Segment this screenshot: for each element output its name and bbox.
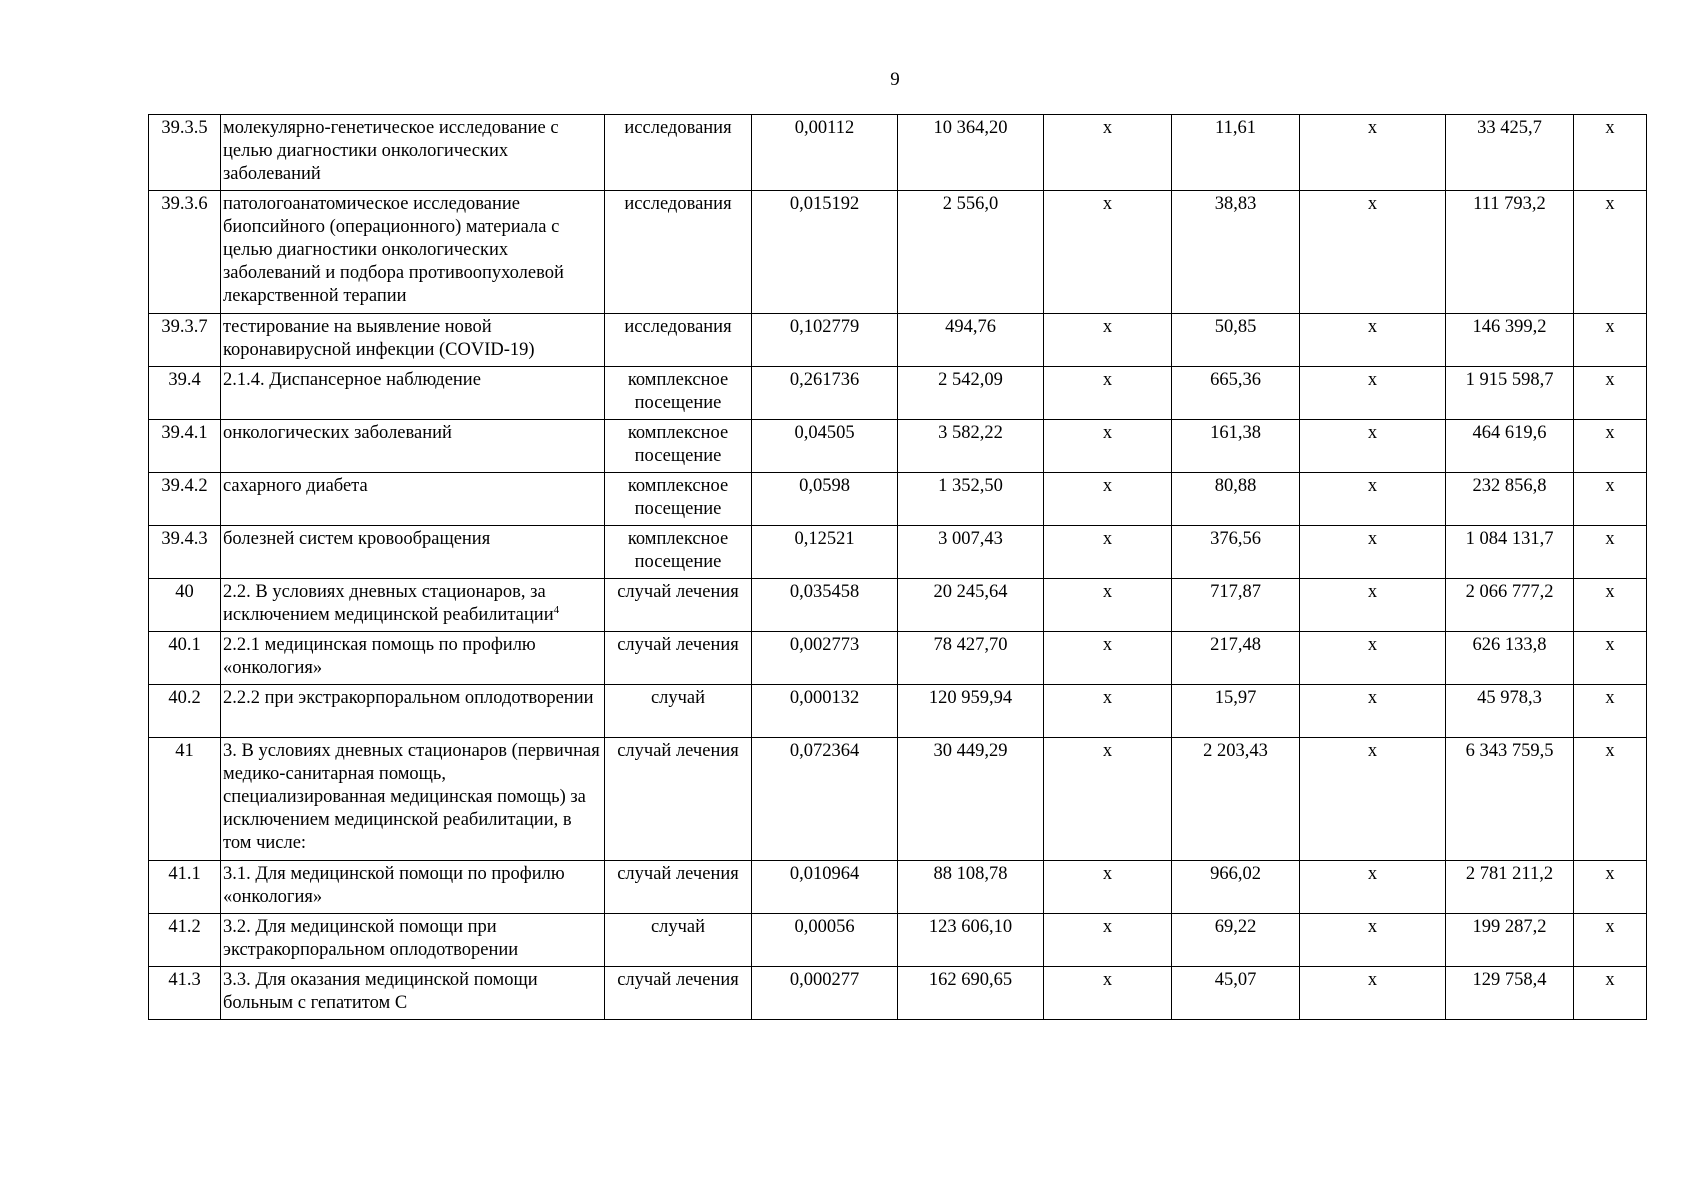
cell-v2: 78 427,70: [898, 632, 1044, 685]
cell-v5: х: [1300, 632, 1446, 685]
row-number: 39.4.1: [149, 420, 221, 473]
cell-v3: х: [1044, 526, 1172, 579]
cell-v1: 0,00112: [752, 115, 898, 191]
cell-v1: 0,04505: [752, 420, 898, 473]
cell-v6: 2 066 777,2: [1446, 579, 1574, 632]
row-number: 40: [149, 579, 221, 632]
cell-v5: х: [1300, 473, 1446, 526]
cell-v1: 0,261736: [752, 367, 898, 420]
cell-v1: 0,072364: [752, 738, 898, 861]
cell-v2: 162 690,65: [898, 967, 1044, 1020]
cell-v5: х: [1300, 861, 1446, 914]
cell-v7: х: [1574, 473, 1647, 526]
cell-v1: 0,035458: [752, 579, 898, 632]
cell-v5: х: [1300, 579, 1446, 632]
cell-v7: х: [1574, 914, 1647, 967]
table-row: [149, 314, 1647, 367]
cell-v2: 494,76: [898, 314, 1044, 367]
cell-v3: х: [1044, 191, 1172, 314]
row-name: 2.2. В условиях дневных стационаров, за исключением медицинской реабилитации$^4$: [221, 579, 605, 632]
row-unit: комплексное посещение: [605, 367, 752, 420]
cell-v4: 966,02: [1172, 861, 1300, 914]
cell-v7: х: [1574, 367, 1647, 420]
cell-v5: х: [1300, 967, 1446, 1020]
page-number: 9: [890, 69, 900, 90]
cell-v3: х: [1044, 115, 1172, 191]
row-number: 40.1: [149, 632, 221, 685]
row-number: 39.4.2: [149, 473, 221, 526]
cell-v4: 38,83: [1172, 191, 1300, 314]
cell-v5: х: [1300, 526, 1446, 579]
cell-v2: 2 542,09: [898, 367, 1044, 420]
table-body: [149, 115, 1647, 1020]
cell-v3: х: [1044, 861, 1172, 914]
row-unit: случай лечения: [605, 632, 752, 685]
row-name: сахарного диабета: [221, 473, 605, 526]
cell-v1: 0,12521: [752, 526, 898, 579]
row-number: 40.2: [149, 685, 221, 738]
cell-v4: 80,88: [1172, 473, 1300, 526]
row-number: 39.4.3: [149, 526, 221, 579]
row-name: 3.3. Для оказания медицинской помощи больным с гепатитом С: [221, 967, 605, 1020]
cell-v2: 88 108,78: [898, 861, 1044, 914]
table-row: [149, 526, 1647, 579]
cell-v4: 717,87: [1172, 579, 1300, 632]
row-name: тестирование на выявление новой коронавирусной инфекции (COVID-19): [221, 314, 605, 367]
row-name: болезней систем кровообращения: [221, 526, 605, 579]
row-unit: комплексное посещение: [605, 526, 752, 579]
cell-v7: х: [1574, 632, 1647, 685]
cell-v1: 0,010964: [752, 861, 898, 914]
table-row: [149, 861, 1647, 914]
row-unit: комплексное посещение: [605, 420, 752, 473]
cell-v5: х: [1300, 420, 1446, 473]
row-name: 2.1.4. Диспансерное наблюдение: [221, 367, 605, 420]
row-name: патологоанатомическое исследование биопсийного (операционного) материала с целью диагностики онкологических заболеваний и подбора противоопухолевой лекарственной терапии: [221, 191, 605, 314]
cell-v3: х: [1044, 914, 1172, 967]
cell-v6: 232 856,8: [1446, 473, 1574, 526]
data-table: [148, 114, 1647, 1020]
cell-v2: 30 449,29: [898, 738, 1044, 861]
row-name: 2.2.2 при экстракорпоральном оплодотворении: [221, 685, 605, 738]
row-unit: случай: [605, 685, 752, 738]
row-name: 3.1. Для медицинской помощи по профилю «онкология»: [221, 861, 605, 914]
cell-v3: х: [1044, 367, 1172, 420]
cell-v6: 146 399,2: [1446, 314, 1574, 367]
cell-v1: 0,102779: [752, 314, 898, 367]
cell-v7: х: [1574, 526, 1647, 579]
cell-v3: х: [1044, 473, 1172, 526]
cell-v7: х: [1574, 861, 1647, 914]
cell-v1: 0,000132: [752, 685, 898, 738]
cell-v5: х: [1300, 314, 1446, 367]
row-unit: случай лечения: [605, 579, 752, 632]
row-number: 41.3: [149, 967, 221, 1020]
cell-v3: х: [1044, 967, 1172, 1020]
table-row: [149, 115, 1647, 191]
cell-v4: 15,97: [1172, 685, 1300, 738]
cell-v2: 3 007,43: [898, 526, 1044, 579]
table-row: [149, 738, 1647, 861]
cell-v6: 1 084 131,7: [1446, 526, 1574, 579]
cell-v3: х: [1044, 738, 1172, 861]
row-name: 3. В условиях дневных стационаров (первичная медико-санитарная помощь, специализированная медицинская помощь) за исключением медицинской реабилитации, в том числе:: [221, 738, 605, 861]
table-row: [149, 420, 1647, 473]
row-number: 39.3.5: [149, 115, 221, 191]
cell-v7: х: [1574, 314, 1647, 367]
cell-v2: 2 556,0: [898, 191, 1044, 314]
cell-v3: х: [1044, 314, 1172, 367]
cell-v2: 3 582,22: [898, 420, 1044, 473]
table-row: [149, 579, 1647, 632]
cell-v6: 45 978,3: [1446, 685, 1574, 738]
row-number: 39.4: [149, 367, 221, 420]
row-name: 3.2. Для медицинской помощи при экстракорпоральном оплодотворении: [221, 914, 605, 967]
cell-v5: х: [1300, 685, 1446, 738]
cell-v2: 10 364,20: [898, 115, 1044, 191]
cell-v6: 111 793,2: [1446, 191, 1574, 314]
cell-v3: х: [1044, 685, 1172, 738]
cell-v1: 0,000277: [752, 967, 898, 1020]
cell-v2: 123 606,10: [898, 914, 1044, 967]
cell-v1: 0,015192: [752, 191, 898, 314]
row-unit: случай: [605, 914, 752, 967]
cell-v4: 2 203,43: [1172, 738, 1300, 861]
cell-v3: х: [1044, 420, 1172, 473]
cell-v4: 376,56: [1172, 526, 1300, 579]
cell-v3: х: [1044, 579, 1172, 632]
cell-v7: х: [1574, 115, 1647, 191]
cell-v7: х: [1574, 967, 1647, 1020]
row-number: 41.2: [149, 914, 221, 967]
cell-v3: х: [1044, 632, 1172, 685]
row-number: 41.1: [149, 861, 221, 914]
cell-v7: х: [1574, 191, 1647, 314]
row-name: молекулярно-генетическое исследование с целью диагностики онкологических заболеваний: [221, 115, 605, 191]
row-unit: исследования: [605, 314, 752, 367]
cell-v6: 464 619,6: [1446, 420, 1574, 473]
table-row: [149, 191, 1647, 314]
cell-v6: 2 781 211,2: [1446, 861, 1574, 914]
row-unit: случай лечения: [605, 738, 752, 861]
cell-v2: 20 245,64: [898, 579, 1044, 632]
cell-v4: 217,48: [1172, 632, 1300, 685]
cell-v4: 45,07: [1172, 967, 1300, 1020]
cell-v6: 626 133,8: [1446, 632, 1574, 685]
cell-v7: х: [1574, 685, 1647, 738]
cell-v2: 120 959,94: [898, 685, 1044, 738]
row-unit: исследования: [605, 191, 752, 314]
cell-v5: х: [1300, 115, 1446, 191]
table-row: [149, 367, 1647, 420]
cell-v4: 161,38: [1172, 420, 1300, 473]
cell-v4: 69,22: [1172, 914, 1300, 967]
row-number: 39.3.7: [149, 314, 221, 367]
row-unit: комплексное посещение: [605, 473, 752, 526]
cell-v5: х: [1300, 738, 1446, 861]
row-number: 39.3.6: [149, 191, 221, 314]
cell-v5: х: [1300, 914, 1446, 967]
table-row: [149, 473, 1647, 526]
cell-v7: х: [1574, 738, 1647, 861]
table-row: [149, 967, 1647, 1020]
cell-v2: 1 352,50: [898, 473, 1044, 526]
row-unit: случай лечения: [605, 967, 752, 1020]
table-row: [149, 632, 1647, 685]
row-number: 41: [149, 738, 221, 861]
cell-v1: 0,0598: [752, 473, 898, 526]
cell-v5: х: [1300, 367, 1446, 420]
cell-v1: 0,002773: [752, 632, 898, 685]
cell-v6: 6 343 759,5: [1446, 738, 1574, 861]
cell-v4: 665,36: [1172, 367, 1300, 420]
cell-v7: х: [1574, 579, 1647, 632]
table-row: [149, 914, 1647, 967]
cell-v6: 129 758,4: [1446, 967, 1574, 1020]
row-unit: исследования: [605, 115, 752, 191]
row-name: 2.2.1 медицинская помощь по профилю «онкология»: [221, 632, 605, 685]
cell-v6: 1 915 598,7: [1446, 367, 1574, 420]
row-unit: случай лечения: [605, 861, 752, 914]
cell-v1: 0,00056: [752, 914, 898, 967]
cell-v5: х: [1300, 191, 1446, 314]
cell-v6: 33 425,7: [1446, 115, 1574, 191]
cell-v7: х: [1574, 420, 1647, 473]
row-name: онкологических заболеваний: [221, 420, 605, 473]
cell-v4: 11,61: [1172, 115, 1300, 191]
cell-v4: 50,85: [1172, 314, 1300, 367]
cell-v6: 199 287,2: [1446, 914, 1574, 967]
table-row: [149, 685, 1647, 738]
